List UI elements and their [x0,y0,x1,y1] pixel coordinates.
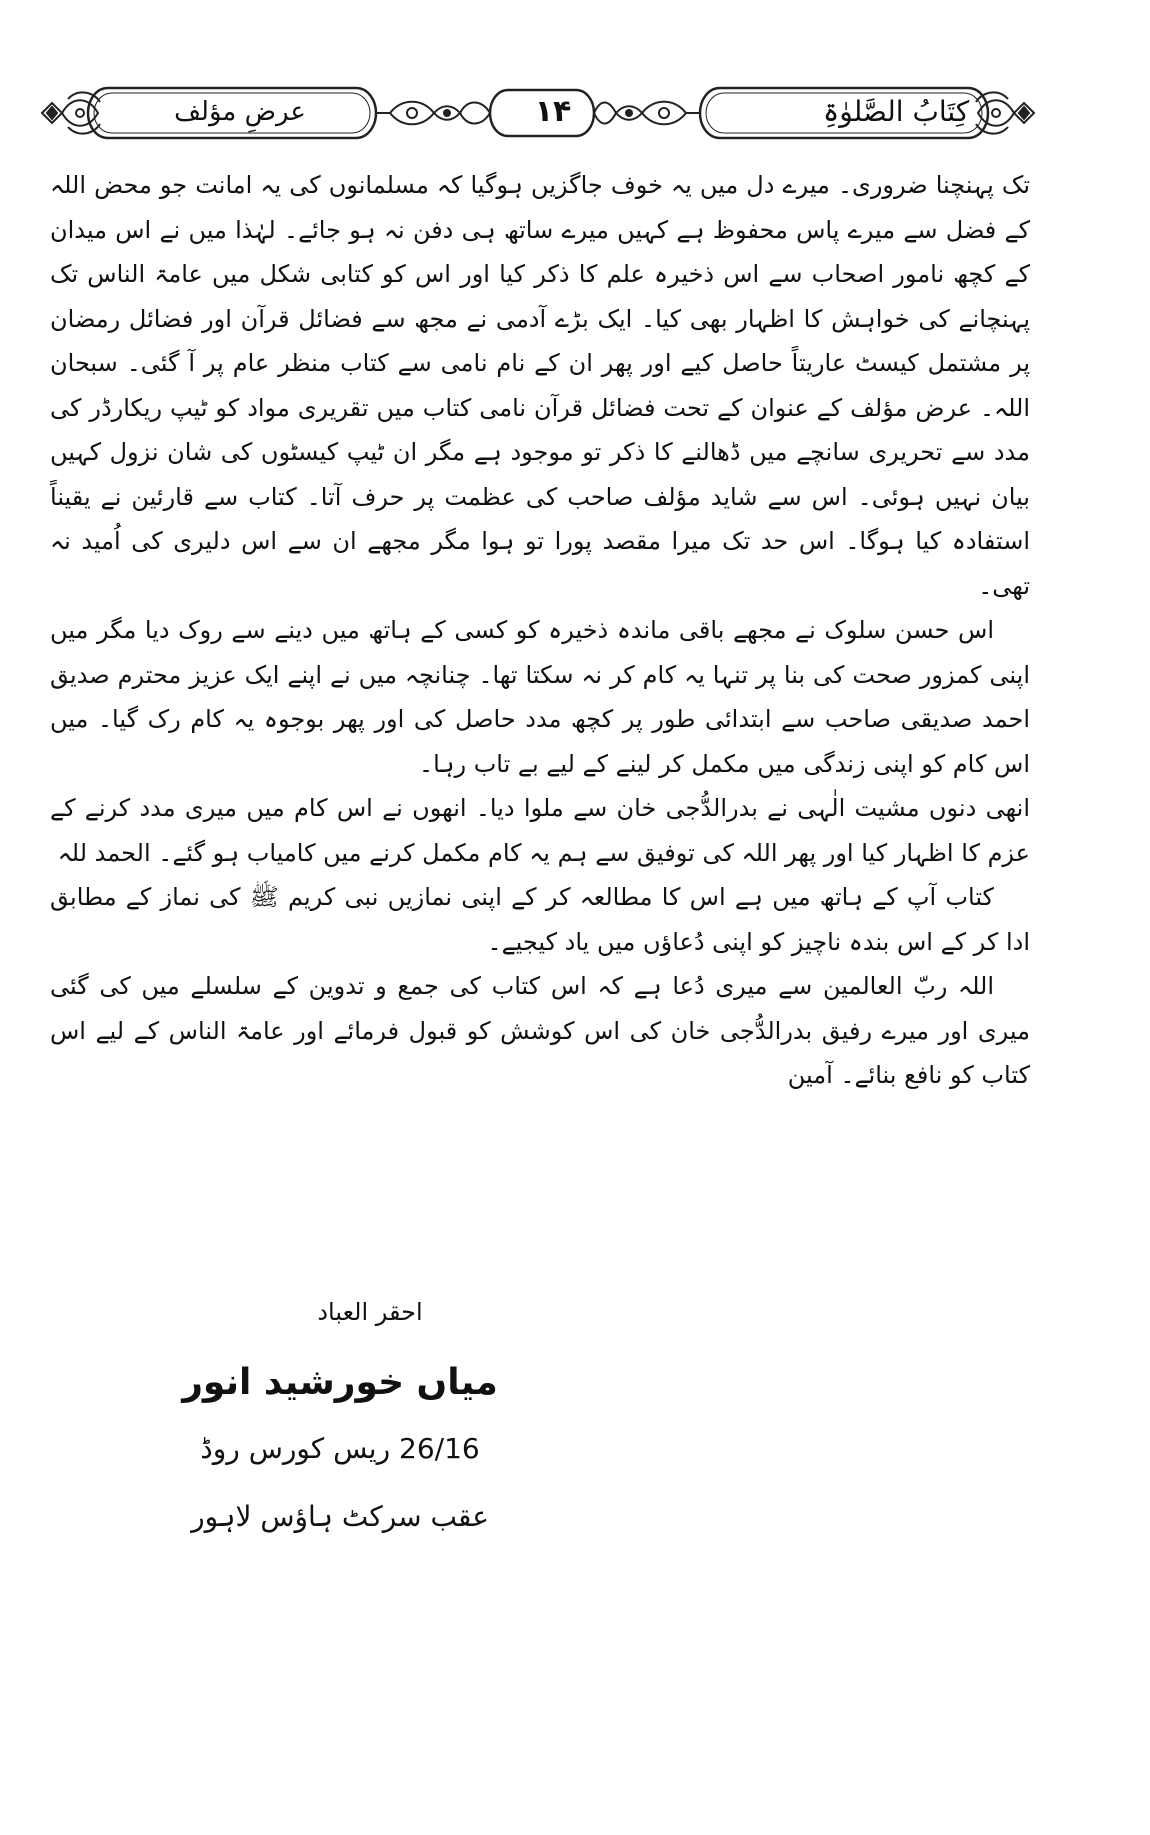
signature-humble: احقر العباد [317,1298,423,1326]
page-number: ۱۴ [534,94,572,129]
paragraph: اللہ ربّ العالمین سے میری دُعا ہے کہ اس کتاب کی جمع و تدوین کے سلسلے میں کی گئی میری اور میرے رفیق بدرالدُّجی خان کی اس کوشش کو قبول فرمائے اور عامۃ الناس کے لیے اس کتاب کو نافع بنائے۔ آمین [50,972,1030,1089]
paragraph: کتاب آپ کے ہاتھ میں ہے اس کا مطالعہ کر کے اپنی نمازیں نبی کریم ﷺ کی نماز کے مطابق ادا کر کے اس بندہ ناچیز کو اپنی دُعاؤں میں یاد کیجیے۔ [50,883,1030,956]
signature-address-line1: 26/16 ریس کورس روڈ [200,1432,480,1465]
signature-name: میاں خورشید انور [182,1362,498,1403]
paragraph: تک پہنچنا ضروری۔ میرے دل میں یہ خوف جاگزیں ہوگیا کہ مسلمانوں کی یہ امانت جو محض اللہ کے فضل سے میرے پاس محفوظ ہے کہیں میرے ساتھ ہی دفن نہ ہو جائے۔ لہٰذا میں نے اس میدان کے کچھ نامور اصحاب سے اس ذخیرہ علم کا ذکر کیا اور اس کو کتابی شکل میں عامۃ الناس تک پہنچانے کی خواہش کا اظہار بھی کیا۔ ایک بڑے آدمی نے مجھ سے فضائل قرآن اور فضائل رمضان پر مشتمل کیسٹ عاریتاً حاصل کیے اور پھر ان کے نام نامی سے کتاب منظر عام پر آ گئی۔ سبحان اللہ۔ عرض مؤلف کے عنوان کے تحت فضائل قرآن نامی کتاب میں تقریری مواد کو ٹیپ ریکارڈر کی مدد سے تحریری سانچے میں ڈھالنے کا ذکر تو موجود ہے مگر ان ٹیپ کیسٹوں کی شان نزول کہیں بیان نہیں ہوئی۔ اس سے شاید مؤلف صاحب کی عظمت پر حرف آتا۔ کتاب سے قارئین نے یقیناً استفادہ کیا ہوگا۔ اس حد تک میرا مقصد پورا تو ہوا مگر مجھے ان سے اس دلیری کی اُمید نہ تھی۔ [50,171,1030,600]
paragraph: انھی دنوں مشیت الٰہی نے بدرالدُّجی خان سے ملوا دیا۔ انھوں نے اس کام میں میری مدد کرنے کے عزم کا اظہار کیا اور پھر اللہ کی توفیق سے ہم یہ کام مکمل کرنے میں کامیاب ہو گئے۔ الحمد للہ [50,794,1030,867]
signature-address-line2: عقب سرکٹ ہاؤس لاہور [191,1500,489,1533]
body-text [50,163,1030,1098]
section-title: عرضِ مؤلف [174,97,306,127]
book-title: کِتَابُ الصَّلوٰۃِ [822,95,970,128]
running-header [38,82,1038,144]
paragraph: اس حسن سلوک نے مجھے باقی ماندہ ذخیرہ کو کسی کے ہاتھ میں دینے سے روک دیا مگر میں اپنی کمزور صحت کی بنا پر تنہا یہ کام کر نہ سکتا تھا۔ چنانچہ میں نے اپنے ایک عزیز محترم صدیق احمد صدیقی صاحب سے ابتدائی طور پر کچھ مدد حاصل کی اور پھر بوجوہ یہ کام رک گیا۔ میں اس کام کو اپنی زندگی میں مکمل کر لینے کے لیے بے تاب رہا۔ [50,616,1030,778]
